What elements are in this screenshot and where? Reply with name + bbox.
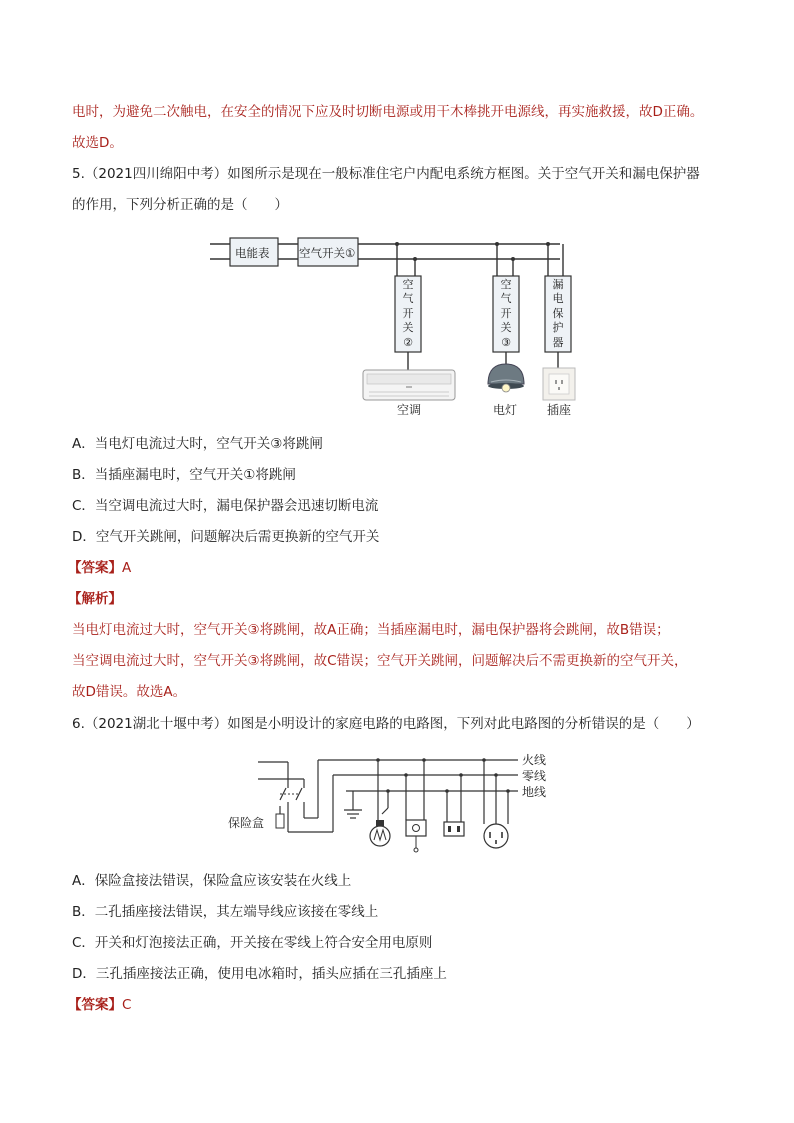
- socket-icon: [543, 368, 575, 400]
- live-wire-label: 火线: [522, 753, 547, 767]
- air-conditioner-icon: [363, 370, 455, 400]
- switch2-label: 空 气 开 关 ②: [402, 278, 414, 349]
- q5-option-a: A．当电灯电流过大时，空气开关③将跳闸: [72, 436, 323, 452]
- q5-analysis-line-3: 故D错误。故选A。: [72, 684, 187, 700]
- fuse-box-label: 保险盒: [228, 816, 265, 830]
- q6-answer: [68, 995, 131, 1015]
- q6-option-b: B．二孔插座接法错误，其左端导线应该接在零线上: [72, 904, 379, 920]
- two-hole-socket-icon: [444, 822, 464, 836]
- q5-option-b: B．当插座漏电时，空气开关①将跳闸: [72, 467, 296, 483]
- q5-analysis-line-1: 当电灯电流过大时，空气开关③将跳闸，故A正确；当插座漏电时，漏电保护器将会跳闸，故B错误；: [72, 622, 670, 638]
- q5-analysis-tag: 【解析】: [68, 591, 122, 607]
- protector-label: 漏 电 保 护 器: [552, 278, 564, 349]
- q5-answer: [68, 558, 131, 578]
- three-hole-socket-icon: [484, 824, 508, 848]
- q6-option-d: D．三孔插座接法正确，使用电冰箱时，插头应插在三孔插座上: [72, 966, 447, 982]
- q6-option-c: C．开关和灯泡接法正确，开关接在零线上符合安全用电原则: [72, 935, 433, 951]
- q5-analysis-line-2: 当空调电流过大时，空气开关③将跳闸，故C错误；空气开关跳闸，问题解决后不需更换新的空气开关，: [72, 653, 688, 669]
- q5-stem-line-2: 的作用，下列分析正确的是（ ）: [72, 197, 288, 213]
- answer-tag: 【答案】: [68, 560, 122, 576]
- q5-option-d: D．空气开关跳闸，问题解决后需更换新的空气开关: [72, 529, 380, 545]
- socket-label: 插座: [547, 403, 572, 417]
- switch-device-icon: [406, 820, 426, 836]
- intro-line-2: 故选D。: [72, 135, 123, 151]
- bulb-icon: [370, 826, 390, 846]
- switch3-label: 空 气 开 关 ③: [500, 278, 512, 349]
- answer-value: A: [122, 560, 132, 576]
- intro-line-1: 电时，为避免二次触电，在安全的情况下应及时切断电源或用干木棒挑开电源线，再实施救援，故D正确。: [72, 104, 704, 120]
- q6-stem: 6.（2021湖北十堰中考）如图是小明设计的家庭电路的电路图，下列对此电路图的分析错误的是（ ）: [72, 716, 700, 732]
- circuit-diagram: [228, 748, 568, 860]
- lamp-label: 电灯: [493, 403, 518, 417]
- q5-stem-line-1: 5.（2021四川绵阳中考）如图所示是现在一般标准住宅户内配电系统方框图。关于空气开关和漏电保护器: [72, 166, 700, 182]
- q6-figure: [228, 748, 568, 860]
- switch1-label: 空气开关①: [299, 246, 356, 260]
- answer-tag: 【答案】: [68, 997, 122, 1013]
- ac-label: 空调: [397, 403, 422, 417]
- lamp-icon: [488, 364, 524, 392]
- neutral-wire-label: 零线: [522, 769, 547, 783]
- answer-value: C: [122, 997, 132, 1013]
- q6-option-a: A．保险盒接法错误，保险盒应该安装在火线上: [72, 873, 352, 889]
- ground-wire-label: 地线: [522, 785, 547, 799]
- meter-label: 电能表: [235, 246, 270, 260]
- q5-option-c: C．当空调电流过大时，漏电保护器会迅速切断电流: [72, 498, 379, 514]
- q5-figure: [205, 232, 595, 422]
